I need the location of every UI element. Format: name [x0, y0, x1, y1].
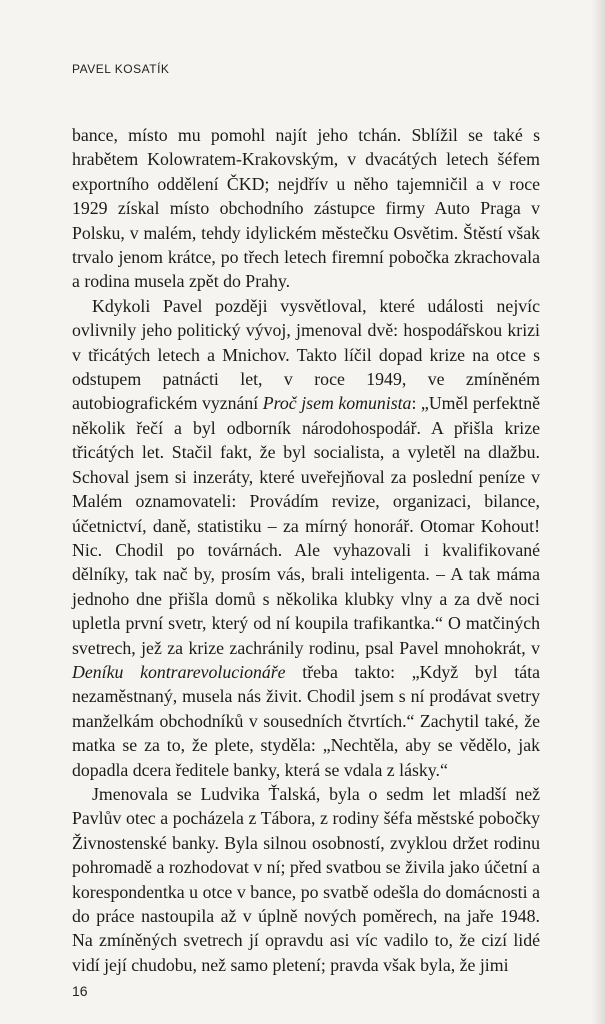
running-header: PAVEL KOSATÍK	[72, 62, 170, 76]
page-edge-shadow	[591, 0, 605, 1024]
body-text	[72, 123, 540, 977]
paragraph-3: Jmenovala se Ludvika Ťalská, byla o sedm let mladší než Pavlův otec a pocházela z Tábora, z rodiny šéfa městské pobočky Živnostenské banky. Byla silnou osobností, zvyklou držet rodinu pohromadě a rozhodovat v ní; před svatbou se živila jako účetní a korespondentka u otce v bance, po svatbě odešla do domácnosti a do práce nastoupila až v úplně nových poměrech, na jaře 1948. Na zmíněných svetrech jí opravdu asi víc vadilo to, že cizí lidé vidí její chudobu, než samo pletení; pravda však byla, že jimi	[72, 783, 540, 975]
page-number: 16	[72, 983, 88, 999]
paragraph-1: bance, místo mu pomohl najít jeho tchán. Sblížil se také s hrabětem Kolowratem-Krakovským, v dvacátých letech šéfem exportního oddělení ČKD; nejdřív u něho tajemničil a v roce 1929 získal místo obchodního zástupce firmy Auto Praga v Polsku, v malém, tehdy idylickém městečku Osvětim. Štěstí však trvalo jenom krátce, po třech letech firemní pobočka zkrachovala a rodina musela zpět do Prahy.	[72, 125, 540, 292]
paragraph-2: Kdykoli Pavel později vysvětloval, které události nejvíc ovlivnily jeho politický vývoj, jmenoval dvě: hospodářskou krizi v třicátých letech a Mnichov. Takto líčil dopad krize na otce s odstupem patnácti let, v roce 1949, ve zmíněném autobiografickém vyznání Proč jsem komunista: „Uměl perfektně několik řečí a byl odborník národohospodář. A přišla krize třicátých let. Stačil fakt, že byl socialista, a vyletěl na dlažbu. Schoval jsem si inzeráty, které uveřejňoval za poslední peníze v Malém oznamovateli: Provádím revize, organizaci, bilance, účetnictví, daně, statistiku – za mírný honorář. Otomar Kohout! Nic. Chodil po továrnách. Ale vyhazovali i kvalifikované dělníky, tak nač by, prosím vás, brali inteligenta. – A tak máma jednoho dne přišla domů s několika klubky vlny a za dvě noci upletla první svetr, který od ní koupila trafikantka.“ O matčiných svetrech, jež za krize zachránily rodinu, psal Pavel mnohokrát, v Deníku kontrarevolucionáře třeba takto: „Když byl táta nezaměstnaný, musela nás živit. Chodil jsem s ní prodávat svetry manželkám obchodníků v sousedních čtvrtích.“ Zachytil také, že matka se za to, že plete, styděla: „Nechtěla, aby se vědělo, jak dopadla dcera ředitele banky, která se vdala z lásky.“	[72, 295, 540, 780]
book-title: Proč jsem komunista	[262, 393, 412, 414]
book-title: Deníku kontrarevolucionáře	[72, 661, 286, 682]
